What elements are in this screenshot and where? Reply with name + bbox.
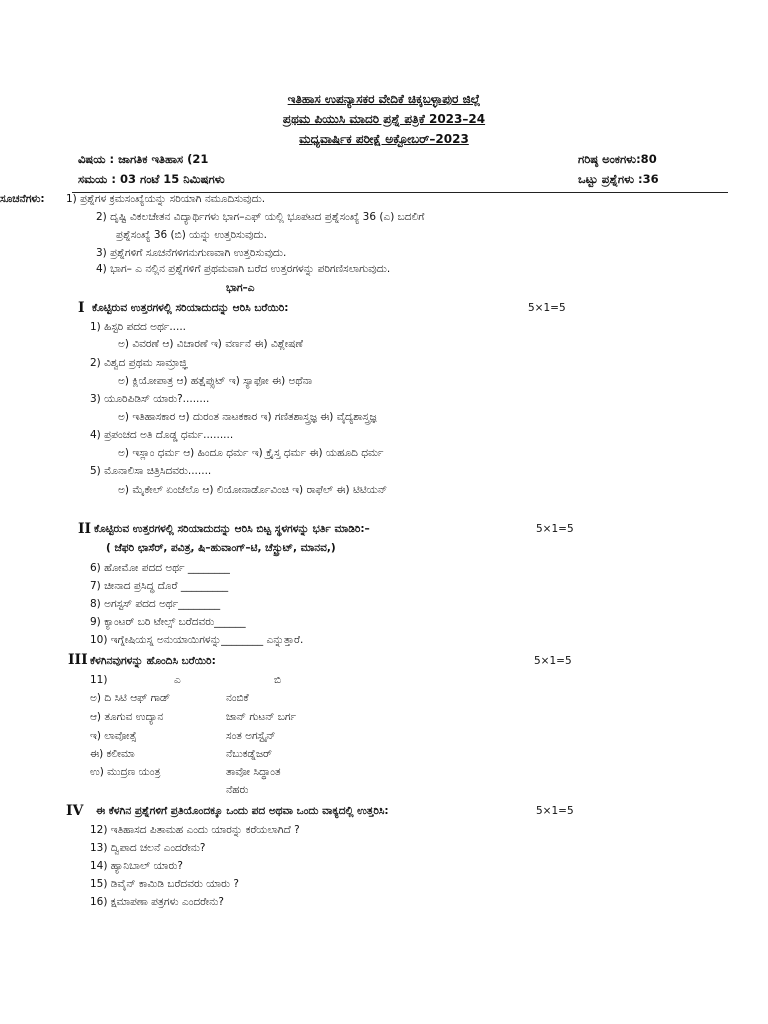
section-2-title: ಕೊಟ್ಟಿರುವ ಉತ್ತರಗಳಲ್ಲಿ ಸರಿಯಾದುದನ್ನು ಆರಿಸಿ ಬಿಟ್ಟ ಸ್ಥಳಗಳನ್ನು ಭರ್ತಿ ಮಾಡಿರಿ:– — [94, 523, 370, 535]
match-b-item: ಸಂತ ಅಗಸ್ಟೈನ್ — [226, 730, 276, 742]
question-4: 4) ಪ್ರಪಂಚದ ಅತಿ ದೊಡ್ಡ ಧರ್ಮ......... — [90, 429, 234, 441]
instruction-item: 1) ಪ್ರಶ್ನೆಗಳ ಕ್ರಮಸಂಖ್ಯೆಯನ್ನು ಸರಿಯಾಗಿ ನಮೂದಿಸುವುದು. — [66, 193, 266, 205]
question-2-options: ಅ) ಕ್ಲಿಯೋಪಾತ್ರ ಆ) ಹತ್ಷೆಪ್ಸುಟ್ ಇ) ಸ್ಯಾಫೋ ಈ) ಅಥೆನಾ — [118, 375, 313, 387]
question-4-options: ಅ) ಇಸ್ಲಾಂ ಧರ್ಮ ಆ) ಹಿಂದೂ ಧರ್ಮ ಇ) ಕ್ರೈಸ್ತ ಧರ್ಮ ಈ) ಯಹೂದಿ ಧರ್ಮ — [118, 447, 384, 459]
question-1-options: ಅ) ವಿವರಣೆ ಆ) ವಿಚಾರಣೆ ಇ) ವರ್ಣನೆ ಈ) ವಿಶ್ಲೇಷಣೆ — [118, 338, 303, 350]
subject-label: ವಿಷಯ : ಜಾಗತಿಕ ಇತಿಹಾಸ (21 — [78, 152, 209, 166]
question-3: 3) ಯೂರಿಪಿಡಿಸ್ ಯಾರು?........ — [90, 393, 210, 405]
section-3-marks: 5×1=5 — [534, 655, 572, 667]
column-a-heading: ಎ — [174, 674, 181, 686]
instructions-heading: ಸೂಚನೆಗಳು: — [0, 193, 45, 205]
question-1: 1) ಹಿಸ್ಟರಿ ಪದದ ಅರ್ಥ..... — [90, 321, 187, 333]
match-b-item: ನೆಹರು — [226, 784, 249, 796]
question-5-options: ಅ) ಮೈಕೇಲ್ ಏಂಜೆಲೊ ಆ) ಲಿಯೋನಾರ್ಡೊವಿಂಚಿ ಇ) ರಾಫೆಲ್ ಈ) ಟಿಟಿಯನ್ — [118, 484, 388, 496]
question-11: 11) — [90, 674, 108, 686]
header-line-2: ಪ್ರಥಮ ಪಿಯುಸಿ ಮಾದರಿ ಪ್ರಶ್ನೆ ಪತ್ರಿಕೆ 2023–24 — [282, 112, 486, 126]
question-13: 13) ದ್ವಿಪಾದ ಚಲನೆ ಎಂದರೇನು? — [90, 842, 206, 854]
question-15: 15) ಡಿವೈನ್ ಕಾಮಿಡಿ ಬರೆದವರು ಯಾರು ? — [90, 878, 239, 890]
instruction-item: ಪ್ರಶ್ನೆಸಂಖ್ಯೆ 36 (ಬಿ) ಯನ್ನು ಉತ್ತರಿಸುವುದು. — [116, 229, 267, 241]
question-9: 9) ಕ್ಯಾಂಟರ್ ಬರಿ ಟೇಲ್ಸ್ ಬರೆದವರು______ — [90, 616, 246, 628]
header-line-3: ಮಧ್ಯವಾರ್ಷಿಕ ಪರೀಕ್ಷೆ ಅಕ್ಟೋಬರ್–2023 — [299, 132, 469, 146]
section-3-number: III — [68, 652, 88, 668]
section-4-title: ಈ ಕೆಳಗಿನ ಪ್ರಶ್ನೆಗಳಿಗೆ ಪ್ರತಿಯೊಂದಕ್ಕೂ ಒಂದು ಪದ ಅಥವಾ ಒಂದು ವಾಕ್ಯದಲ್ಲಿ ಉತ್ತರಿಸಿ: — [96, 805, 389, 817]
max-marks-label: ಗರಿಷ್ಠ ಅಂಕಗಳು:80 — [578, 152, 657, 166]
section-4-number: IV — [66, 803, 84, 819]
question-8: 8) ಅಗಸ್ಟಸ್ ಪದದ ಅರ್ಥ________ — [90, 598, 221, 610]
question-5: 5) ಮೊನಾಲಿಸಾ ಚಿತ್ರಿಸಿದವರು....... — [90, 465, 212, 477]
section-2-options: ( ಜೆಫರಿ ಛಾಸೆರ್, ಪವಿತ್ರ, ಷಿ–ಹುವಾಂಗ್–ಟಿ, ಚೆಸ್ಟ್ರುಟ್, ಮಾನವ,) — [106, 542, 336, 554]
match-b-item: ನೆಬುಕಡ್ನೆಜರ್ — [226, 748, 272, 760]
match-b-item: ಜಾನ್ ಗುಟನ್ ಬರ್ಗ — [226, 711, 297, 723]
question-3-options: ಅ) ಇತಿಹಾಸಕಾರ ಆ) ದುರಂತ ನಾಟಕಕಾರ ಇ) ಗಣಿತಶಾಸ್ತ್ರಜ್ಞ ಈ) ವೈದ್ಯಶಾಸ್ತ್ರಜ್ಞ — [118, 411, 377, 423]
match-a-item: ಉ) ಮುದ್ರಣ ಯಂತ್ರ — [90, 766, 161, 778]
section-2-number: II — [78, 521, 92, 537]
instruction-item: 2) ದೃಷ್ಟಿ ವಿಕಲಚೇತನ ವಿದ್ಯಾರ್ಥಿಗಳು ಭಾಗ–ಎಫ್ ಯಲ್ಲಿ ಭೂಪಟದ ಪ್ರಶ್ನೆಸಂಖ್ಯೆ 36 (ಎ) ಬದಲಿಗೆ — [96, 211, 425, 223]
question-2: 2) ವಿಶ್ವದ ಪ್ರಥಮ ಸಾಮ್ರಾಜ್ಞಿ — [90, 357, 188, 369]
question-10: 10) ಇಗ್ನೇಷಿಯಸ್ನ ಅನುಯಾಯಿಗಳನ್ನು________ ಎನ್ನುತ್ತಾರೆ. — [90, 634, 304, 646]
total-questions-label: ಒಟ್ಟು ಪ್ರಶ್ನೆಗಳು :36 — [578, 172, 659, 186]
section-1-marks: 5×1=5 — [528, 302, 566, 314]
match-a-item: ಅ) ದಿ ಸಿಟಿ ಆಫ್ ಗಾಡ್ — [90, 692, 171, 704]
question-6: 6) ಹೋಮೋ ಪದದ ಅರ್ಥ ________ — [90, 562, 230, 574]
match-b-item: ನಂಬಿಕೆ — [226, 692, 249, 704]
question-7: 7) ಚೀನಾದ ಪ್ರಸಿದ್ಧ ದೊರೆ _________ — [90, 580, 229, 592]
match-a-item: ಈ) ಕಲೀಮಾ — [90, 748, 135, 760]
column-b-heading: ಬಿ — [274, 674, 282, 686]
instruction-item: 4) ಭಾಗ– ಎ ನಲ್ಲಿನ ಪ್ರಶ್ನೆಗಳಿಗೆ ಪ್ರಥಮವಾಗಿ ಬರೆದ ಉತ್ತರಗಳನ್ನು ಪರಿಗಣಿಸಲಾಗುವುದು. — [96, 263, 391, 275]
section-2-marks: 5×1=5 — [536, 523, 574, 535]
section-4-marks: 5×1=5 — [536, 805, 574, 817]
question-16: 16) ಕ್ಷಮಾಪಣಾ ಪತ್ರಗಳು ಎಂದರೇನು? — [90, 896, 224, 908]
question-14: 14) ಹ್ಯಾನಿಬಾಲ್ ಯಾರು? — [90, 860, 183, 872]
section-1-title: ಕೊಟ್ಟಿರುವ ಉತ್ತರಗಳಲ್ಲಿ ಸರಿಯಾದುದನ್ನು ಆರಿಸಿ ಬರೆಯಿರಿ: — [92, 302, 289, 314]
section-3-title: ಕೆಳಗಿನವುಗಳನ್ನು ಹೊಂದಿಸಿ ಬರೆಯಿರಿ: — [90, 655, 216, 667]
time-label: ಸಮಯ : 03 ಗಂಟೆ 15 ನಿಮಿಷಗಳು — [78, 172, 225, 186]
instruction-item: 3) ಪ್ರಶ್ನೆಗಳಿಗೆ ಸೂಚನೆಗಳಿಗನುಗುಣವಾಗಿ ಉತ್ತರಿಸುವುದು. — [96, 247, 287, 259]
match-a-item: ಆ) ತೂಗುವ ಉದ್ಯಾನ — [90, 711, 164, 723]
header-line-1: ಇತಿಹಾಸ ಉಪನ್ಯಾಸಕರ ವೇದಿಕೆ ಚಿಕ್ಕಬಳ್ಳಾಪುರ ಜಿಲ್ಲೆ — [287, 92, 481, 106]
part-a-title: ಭಾಗ–ಎ — [226, 282, 255, 294]
section-1-number: I — [78, 300, 85, 316]
question-12: 12) ಇತಿಹಾಸದ ಪಿತಾಮಹ ಎಂದು ಯಾರನ್ನು ಕರೆಯಲಾಗಿದೆ ? — [90, 824, 300, 836]
match-a-item: ಇ) ಲಾವೋತ್ಸೆ — [90, 730, 137, 742]
match-b-item: ತಾವೋ ಸಿದ್ಧಾಂತ — [226, 766, 281, 778]
